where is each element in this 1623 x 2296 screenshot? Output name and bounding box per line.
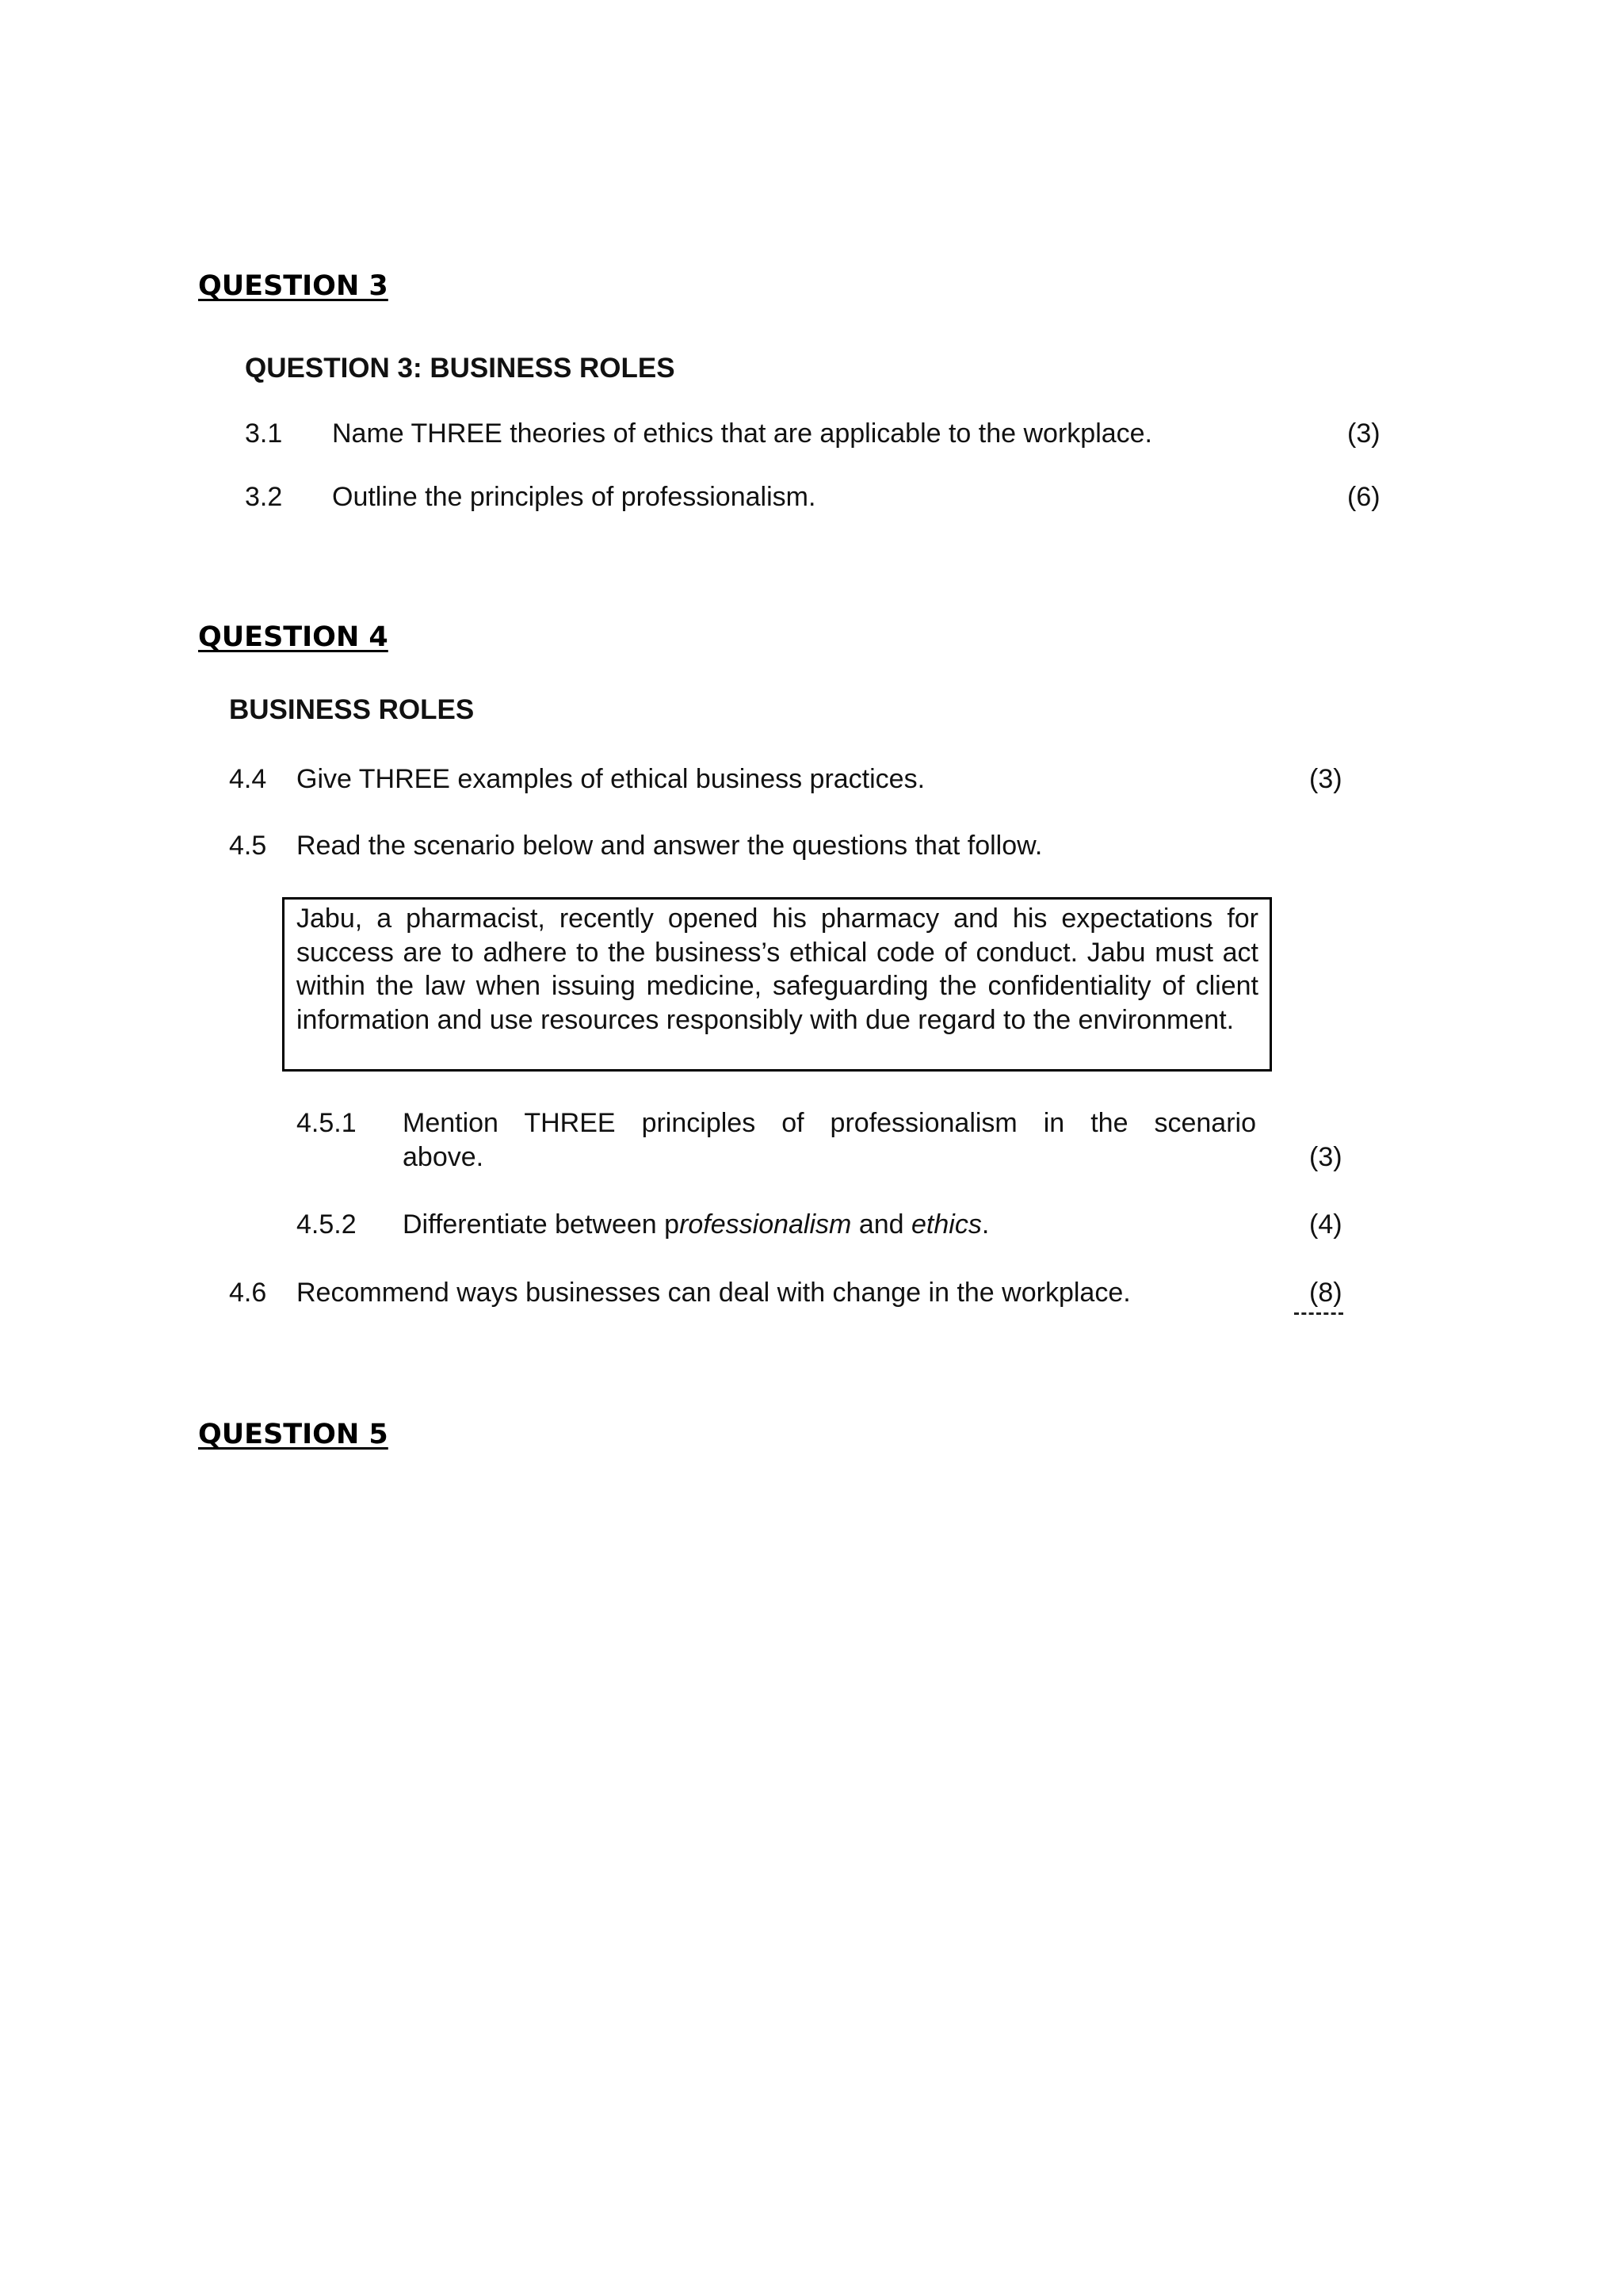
item-marks: (8) (1309, 1278, 1342, 1308)
question-4-heading: QUESTION 4 (198, 621, 388, 653)
item-number: 4.6 (229, 1278, 267, 1308)
scenario-text: Jabu, a pharmacist, recently opened his pharmacy and his expectations for success are to adhere to the business’s ethical code of conduct. Jabu must act within the law when issuing medicine, safeguarding the confidentiality of client information and use resources responsibly with due regard to the environment. (296, 904, 1258, 1035)
italic-term-professionalism: rofessionalism (679, 1209, 852, 1240)
item-marks: (3) (1347, 418, 1381, 449)
item-marks: (3) (1309, 764, 1342, 794)
item-number: 3.1 (245, 418, 283, 449)
question-5-heading: QUESTION 5 (198, 1419, 388, 1450)
item-marks: (4) (1309, 1209, 1342, 1240)
item-number: 4.5.2 (296, 1209, 357, 1240)
item-text: Name THREE theories of ethics that are applicable to the workplace. (332, 418, 1153, 449)
total-dashed-line (1294, 1312, 1343, 1315)
item-text-line-2: above. (403, 1142, 484, 1172)
text-part: . (981, 1209, 990, 1240)
item-number: 4.5.1 (296, 1108, 357, 1138)
item-number: 4.5 (229, 831, 267, 861)
item-text-line-1: Mention THREE principles of professionalism in the scenario (403, 1108, 1256, 1138)
italic-term-ethics: ethics (911, 1209, 982, 1240)
item-marks: (6) (1347, 482, 1381, 512)
question-3-subheading: QUESTION 3: BUSINESS ROLES (245, 353, 675, 384)
text-part: and (851, 1209, 911, 1240)
item-text: Outline the principles of professionalism. (332, 482, 816, 512)
text-part: Differentiate between p (403, 1209, 680, 1240)
item-marks: (3) (1309, 1142, 1342, 1172)
item-number: 3.2 (245, 482, 283, 512)
item-text (403, 1208, 989, 1241)
question-4-subheading: BUSINESS ROLES (229, 694, 475, 725)
question-3-heading: QUESTION 3 (198, 270, 388, 302)
item-text: Read the scenario below and answer the questions that follow. (296, 831, 1043, 861)
item-number: 4.4 (229, 764, 267, 794)
item-text: Give THREE examples of ethical business practices. (296, 764, 926, 794)
item-text: Recommend ways businesses can deal with change in the workplace. (296, 1278, 1131, 1308)
